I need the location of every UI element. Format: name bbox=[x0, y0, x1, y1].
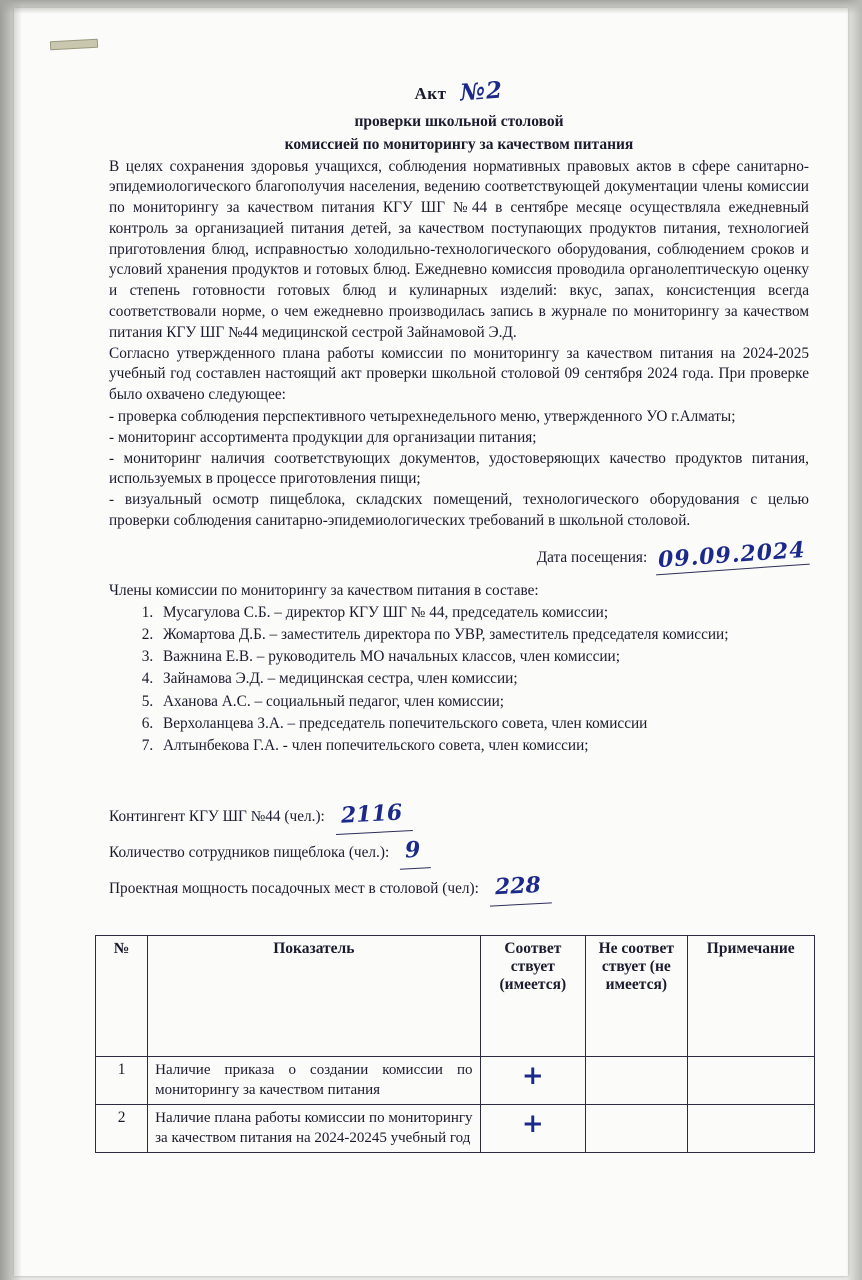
checked-item: - визуальный осмотр пищеблока, складских помещений, технологического оборудования с целью проверки соблюдения санитарно-эпидемиологических требований в школьной столовой. bbox=[109, 491, 809, 530]
count-label: Проектная мощность посадочных мест в столовой (чел): bbox=[109, 880, 479, 898]
count-label: Контингент КГУ ШГ №44 (чел.): bbox=[109, 808, 325, 826]
list-item: 3. Важнина Е.В. – руководитель МО начальных классов, член комиссии; bbox=[157, 646, 809, 668]
page-title: Акт bbox=[414, 84, 447, 103]
table-row bbox=[96, 1057, 815, 1105]
document-title-block bbox=[109, 78, 809, 157]
count-value-handwritten: 228 bbox=[488, 868, 552, 907]
counts-block bbox=[109, 797, 809, 905]
list-item: 5. Аханова А.С. – социальный педагог, член комиссии; bbox=[157, 691, 809, 713]
count-value-handwritten: 2116 bbox=[334, 795, 413, 835]
cell-number: 1 bbox=[96, 1057, 148, 1105]
list-item: 2. Жомартова Д.Б. – заместитель директора по УВР, заместитель председателя комиссии; bbox=[157, 624, 809, 646]
title-subline-1: проверки школьной столовой bbox=[354, 113, 564, 130]
cell-compliant-mark: + bbox=[480, 1105, 586, 1153]
cell-note bbox=[687, 1105, 815, 1153]
document-content bbox=[109, 78, 809, 1153]
staple-mark bbox=[50, 39, 98, 50]
checked-item: - мониторинг ассортимента продукции для организации питания; bbox=[109, 428, 537, 446]
cell-indicator: Наличие плана работы комиссии по мониторингу за качеством питания на 2024-20245 учебный год bbox=[148, 1105, 480, 1153]
paragraph-1: В целях сохранения здоровья учащихся, соблюдения нормативных правовых актов в сфере санитарно-эпидемиологического благополучия населения, ведению соответствующей документации члены комиссии по мониторингу за качеством питания КГУ ШГ №44 в сентябре месяце осуществляла ежедневный контроль за организацией питания детей, за качеством поступающих продуктов питания, технологией приготовления блюд, исправностью холодильно-технологического оборудования, соблюдением сроков и условий хранения продуктов и готовых блюд. Ежедневно комиссия проводила органолептическую оценку и степень готовности готовых блюд и кулинарных изделий: вкус, запах, консистенция всегда соответствовали норме, о чем ежедневно производилась запись в журнале по мониторингу за качеством питания КГУ ШГ №44 медицинской сестрой Зайнамовой Э.Д. bbox=[109, 157, 809, 341]
column-header-compliant: Соответ ствует (имеется) bbox=[480, 936, 586, 1057]
title-subline-2: комиссией по мониторингу за качеством питания bbox=[284, 136, 634, 154]
list-item: 4. Зайнамова Э.Д. – медицинская сестра, член комиссии; bbox=[157, 668, 809, 690]
list-item: 6. Верхоланцева З.А. – председатель попечительского совета, член комиссии bbox=[157, 713, 809, 735]
checked-item: - мониторинг наличия соответствующих документов, удостоверяющих качество продуктов питания, используемых в процессе приготовления пищи; bbox=[109, 449, 809, 488]
checked-item: - проверка соблюдения перспективного четырехнедельного меню, утвержденного УО г.Алматы; bbox=[109, 408, 736, 426]
count-row bbox=[109, 833, 809, 869]
paragraph-2: Согласно утвержденного плана работы комиссии по мониторингу за качеством питания на 2024-2025 учебный год составлен настоящий акт проверки школьной столовой 09 сентября 2024 года. При проверке было охвачено следующее: bbox=[109, 344, 809, 404]
inspection-table bbox=[95, 935, 815, 1153]
title-number-handwritten: №2 bbox=[459, 76, 505, 107]
cell-noncompliant-mark bbox=[586, 1105, 687, 1153]
list-item: 1. Мусагулова С.Б. – директор КГУ ШГ № 44, председатель комиссии; bbox=[157, 602, 809, 624]
count-label: Количество сотрудников пищеблока (чел.): bbox=[109, 844, 390, 862]
visit-date-label: Дата посещения: bbox=[536, 548, 648, 566]
column-header-number: № bbox=[96, 936, 148, 1057]
count-row bbox=[109, 797, 809, 833]
members-intro: Члены комиссии по мониторингу за качеством питания в составе: bbox=[109, 581, 539, 599]
column-header-indicator: Показатель bbox=[148, 936, 480, 1057]
cell-note bbox=[687, 1057, 815, 1105]
visit-date-row bbox=[109, 536, 809, 573]
column-header-noncompliant: Не соответ ствует (не имеется) bbox=[586, 936, 687, 1057]
list-item: 7. Алтынбекова Г.А. - член попечительского совета, член комиссии; bbox=[157, 735, 809, 757]
checked-items-list bbox=[109, 407, 809, 532]
visit-date-handwritten: 09.09.2024 bbox=[654, 537, 809, 576]
paper-sheet bbox=[14, 8, 848, 1276]
commission-members-list bbox=[109, 602, 809, 757]
cell-noncompliant-mark bbox=[586, 1057, 687, 1105]
table-header-row bbox=[96, 936, 815, 1057]
column-header-note: Примечание bbox=[687, 936, 815, 1057]
cell-compliant-mark: + bbox=[480, 1057, 586, 1105]
table-row bbox=[96, 1105, 815, 1153]
cell-number: 2 bbox=[96, 1105, 148, 1153]
count-row bbox=[109, 869, 809, 905]
cell-indicator: Наличие приказа о создании комиссии по мониторингу за качеством питания bbox=[148, 1057, 480, 1105]
count-value-handwritten: 9 bbox=[398, 832, 431, 870]
scan-shadow-right bbox=[846, 0, 862, 1280]
